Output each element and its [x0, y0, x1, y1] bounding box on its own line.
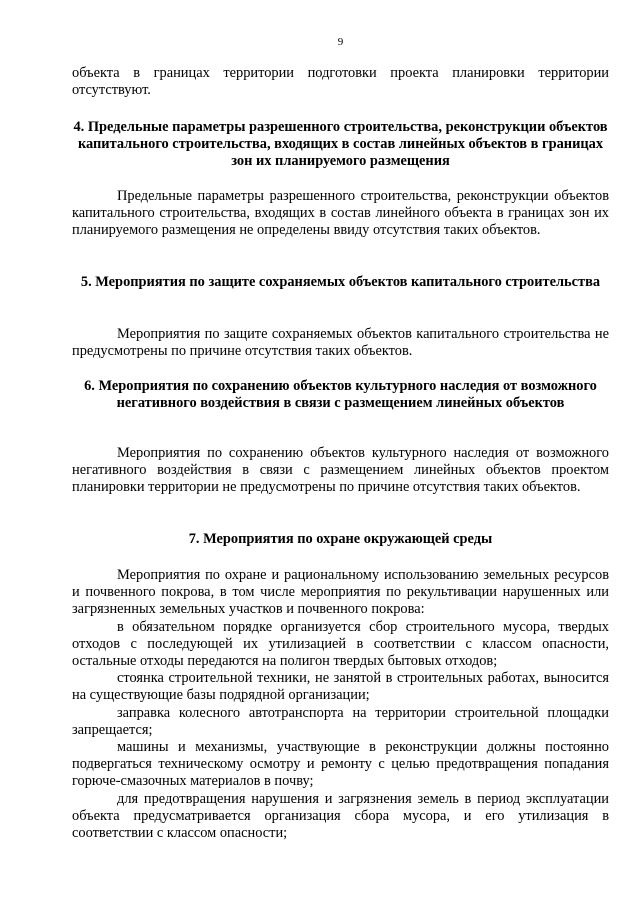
section-6-paragraph: Мероприятия по сохранению объектов культурного наследия от возможного негативного воздействия в связи с размещением линейных объектов проектом планировки территории не предусмотрены по причине отсутствия таких объектов. — [72, 445, 609, 496]
intro-paragraph: объекта в границах территории подготовки проекта планировки территории отсутствуют. — [72, 65, 609, 99]
section-6-heading: 6. Мероприятия по сохранению объектов культурного наследия от возможного негативного воздействия в связи с размещением линейных объектов — [84, 378, 597, 412]
list-item: для предотвращения нарушения и загрязнения земель в период эксплуатации объекта предусматривается организация сбора мусора, и его утилизация в соответствии с классом опасности; — [72, 790, 609, 842]
page-number: 9 — [337, 36, 344, 48]
list-item: стоянка строительной техники, не занятой в строительных работах, выносится на существующие базы подрядной организации; — [72, 670, 609, 704]
section-5-paragraph: Мероприятия по защите сохраняемых объектов капитального строительства не предусмотрены по причине отсутствия таких объектов. — [72, 326, 609, 360]
list-item: машины и механизмы, участвующие в реконструкции должны постоянно подвергаться техническому осмотру и ремонту с целью предотвращения попадания горюче-смазочных материалов в почву; — [72, 739, 609, 790]
section-7-paragraph: Мероприятия по охране и рациональному использованию земельных ресурсов и почвенного покрова, в том числе мероприятия по рекультивации нарушенных или загрязненных земельных участков и почвенного покрова: — [72, 567, 609, 618]
section-4-heading: 4. Предельные параметры разрешенного строительства, реконструкции объектов капитального строительства, входящих в состав линейных объектов в границах зон их планируемого размещения — [73, 119, 608, 170]
section-5-heading: 5. Мероприятия по защите сохраняемых объектов капитального строительства — [80, 274, 601, 290]
list-item: заправка колесного автотранспорта на территории строительной площадки запрещается; — [72, 704, 609, 738]
section-7-heading: 7. Мероприятия по охране окружающей среды — [188, 531, 493, 547]
list-item: в обязательном порядке организуется сбор строительного мусора, твердых отходов с последующей их утилизацией в соответствии с классом опасности, остальные отходы передаются на полигон твердых бытовых отходов; — [72, 618, 609, 670]
section-4-paragraph: Предельные параметры разрешенного строительства, реконструкции объектов капитального строительства, входящих в состав линейного объекта в границах зон их планируемого размещения не определены ввиду отсутствия таких объектов. — [72, 188, 609, 239]
